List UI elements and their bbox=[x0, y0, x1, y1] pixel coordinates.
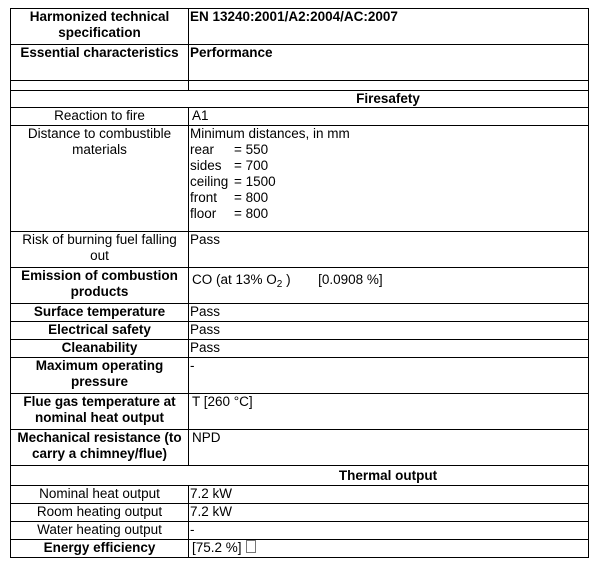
distance-front: front = 800 bbox=[190, 190, 269, 205]
table-row bbox=[11, 268, 589, 304]
checkbox-square-icon bbox=[246, 540, 256, 553]
emission-key: Emission of combustion products bbox=[11, 268, 189, 304]
flue-value: T [260 °C] bbox=[189, 394, 589, 430]
electrical-key: Electrical safety bbox=[11, 322, 189, 340]
clean-key: Cleanability bbox=[11, 340, 189, 358]
burning-value: Pass bbox=[189, 232, 589, 268]
spec-value: EN 13240:2001/A2:2004/AC:2007 bbox=[189, 9, 589, 45]
section-row bbox=[11, 91, 589, 108]
table-row bbox=[11, 394, 589, 430]
distance-ceiling: ceiling = 1500 bbox=[190, 174, 276, 189]
burning-key: Risk of burning fuel falling out bbox=[11, 232, 189, 268]
section-firesafety: Firesafety bbox=[11, 91, 589, 108]
energy-value: [75.2 %] bbox=[192, 540, 242, 555]
empty-cell bbox=[11, 81, 189, 91]
water-key: Water heating output bbox=[11, 522, 189, 540]
electrical-value: Pass bbox=[189, 322, 589, 340]
distance-floor: floor = 800 bbox=[190, 206, 269, 221]
pressure-value: - bbox=[189, 358, 589, 394]
table-row bbox=[11, 81, 589, 91]
emission-subscript: 2 bbox=[276, 279, 283, 290]
energy-value-cell bbox=[189, 540, 589, 558]
characteristics-value: Performance bbox=[189, 45, 589, 81]
emission-prefix: CO (at 13% O bbox=[192, 272, 277, 287]
emission-value-cell bbox=[189, 268, 589, 304]
pressure-key: Maximum operating pressure bbox=[11, 358, 189, 394]
table-row bbox=[11, 45, 589, 81]
nominal-key: Nominal heat output bbox=[11, 486, 189, 504]
distance-heading: Minimum distances, in mm bbox=[190, 126, 350, 141]
room-value: 7.2 kW bbox=[189, 504, 589, 522]
performance-table bbox=[10, 8, 589, 558]
table-row bbox=[11, 358, 589, 394]
section-thermal: Thermal output bbox=[11, 466, 589, 486]
water-value: - bbox=[189, 522, 589, 540]
reaction-value: A1 bbox=[189, 108, 589, 126]
section-row bbox=[11, 466, 589, 486]
distance-cell bbox=[189, 126, 589, 232]
table-row bbox=[11, 340, 589, 358]
flue-key: Flue gas temperature at nominal heat output bbox=[11, 394, 189, 430]
surface-key: Surface temperature bbox=[11, 304, 189, 322]
table-row bbox=[11, 540, 589, 558]
table-row bbox=[11, 522, 589, 540]
surface-value: Pass bbox=[189, 304, 589, 322]
table-row bbox=[11, 322, 589, 340]
mechanical-value: NPD bbox=[189, 430, 589, 466]
nominal-value: 7.2 kW bbox=[189, 486, 589, 504]
table-row bbox=[11, 108, 589, 126]
characteristics-key: Essential characteristics bbox=[11, 45, 189, 81]
table-row bbox=[11, 126, 589, 232]
emission-suffix: ) bbox=[286, 272, 291, 287]
distance-key: Distance to combustible materials bbox=[11, 126, 189, 232]
room-key: Room heating output bbox=[11, 504, 189, 522]
distance-sides: sides = 700 bbox=[190, 158, 269, 173]
emission-value: [0.0908 %] bbox=[318, 272, 383, 287]
table-row bbox=[11, 9, 589, 45]
table-row bbox=[11, 486, 589, 504]
table-row bbox=[11, 430, 589, 466]
distance-rear: rear = 550 bbox=[190, 142, 269, 157]
table-row bbox=[11, 232, 589, 268]
reaction-key: Reaction to fire bbox=[11, 108, 189, 126]
empty-cell bbox=[189, 81, 589, 91]
spec-key: Harmonized technical specification bbox=[11, 9, 189, 45]
mechanical-key: Mechanical resistance (to carry a chimney/flue) bbox=[11, 430, 189, 466]
clean-value: Pass bbox=[189, 340, 589, 358]
energy-key: Energy efficiency bbox=[11, 540, 189, 558]
table-row bbox=[11, 504, 589, 522]
table-row bbox=[11, 304, 589, 322]
